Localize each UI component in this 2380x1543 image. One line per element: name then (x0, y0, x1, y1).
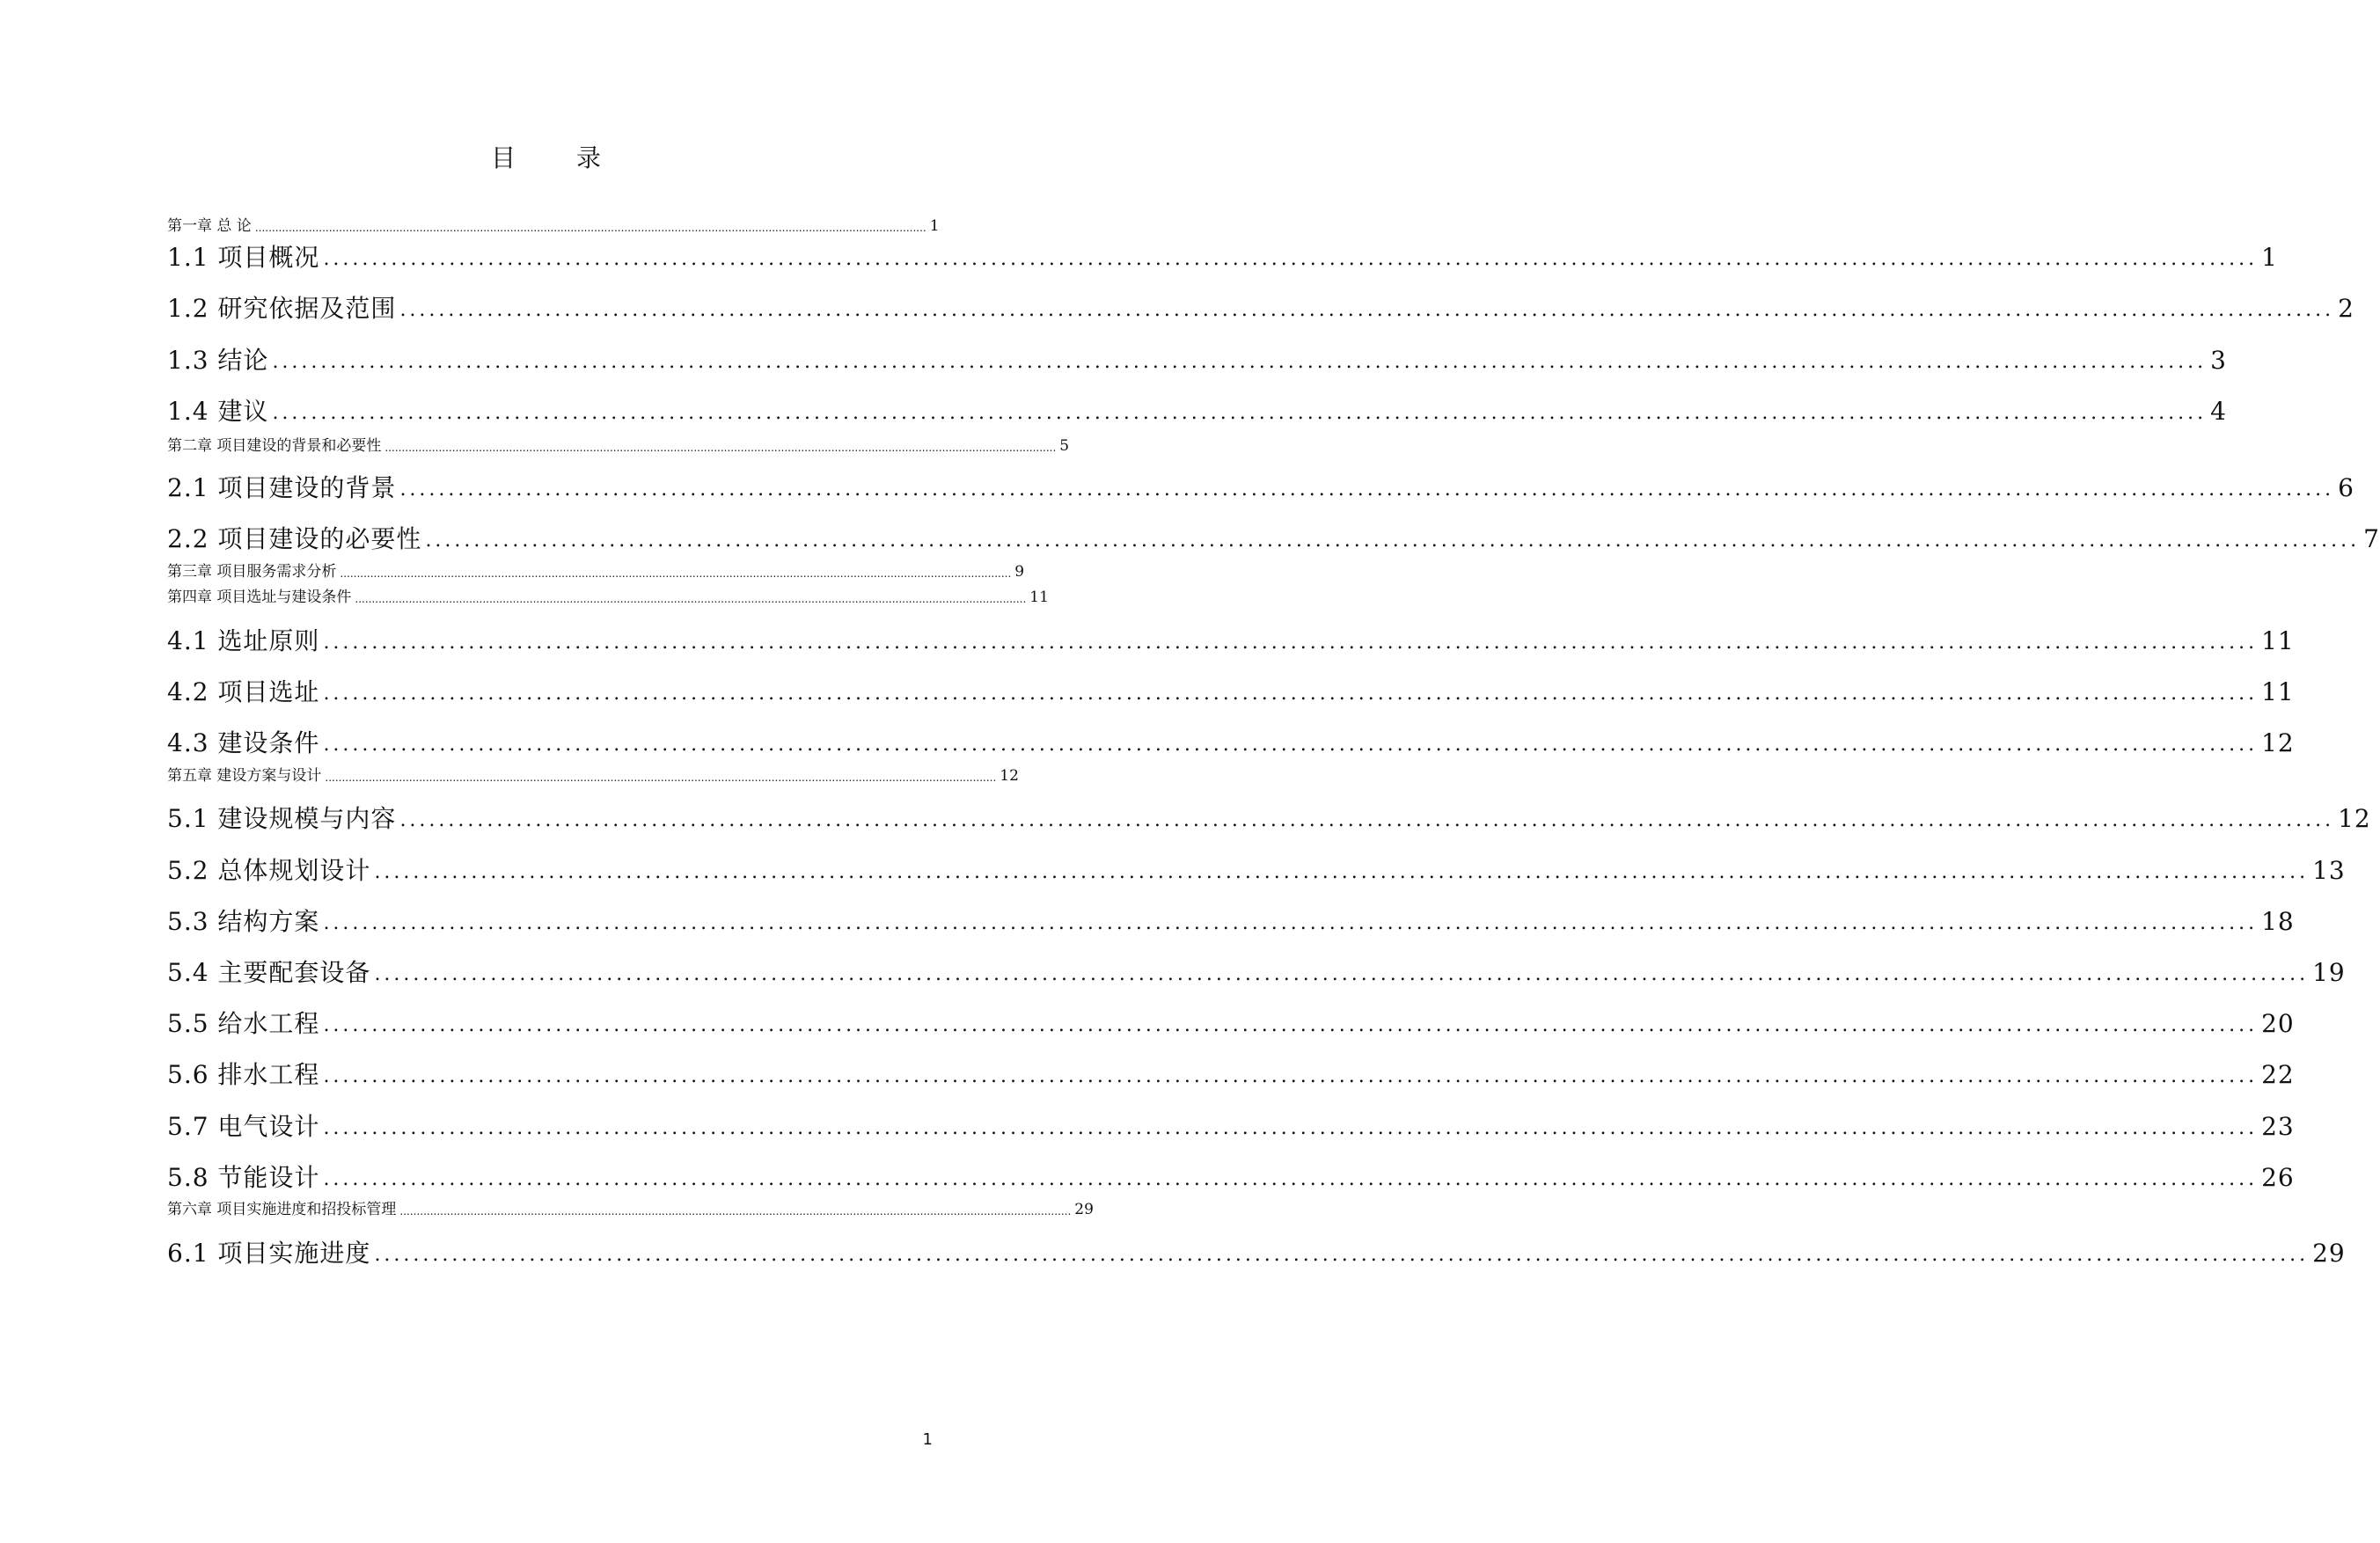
toc-entry-label: 5.6 排水工程 (167, 1060, 320, 1089)
toc-entry-label: 第五章 建设方案与设计 (167, 767, 322, 785)
toc-leader-dots: ........................................................................................................................................................................................................ (323, 1065, 2259, 1087)
toc-section-entry[interactable] (167, 1112, 2295, 1142)
toc-entry-label: 第一章 总 论 (167, 217, 252, 235)
toc-section-entry[interactable] (167, 1163, 2295, 1193)
toc-leader-dots: ........................................................................................................................................................................................................ (374, 1244, 2310, 1266)
toc-leader-dots: ........................................................................................................................................................................................................ (272, 402, 2208, 424)
toc-leader-dots: ........................................................................................................................................................................................................ (399, 479, 2335, 501)
toc-entry-label: 1.3 结论 (167, 346, 269, 375)
toc-entry-label: 5.4 主要配套设备 (167, 958, 371, 987)
toc-section-entry[interactable] (167, 243, 2278, 273)
toc-section-entry[interactable] (167, 473, 2354, 503)
toc-leader-dots: ........................................................................................................................................................................................................ (323, 248, 2259, 270)
toc-entry-page-number: 3 (2210, 346, 2227, 375)
toc-leader-dots: ........................................................................................................................................................................................................ (323, 632, 2259, 654)
toc-section-entry[interactable] (167, 728, 2295, 758)
toc-entry-label: 4.3 建设条件 (167, 728, 320, 757)
toc-leader-dots: ........................................................................................................................................................................................................ (323, 734, 2259, 756)
toc-entry-page-number: 9 (1014, 563, 1025, 581)
toc-entry-page-number: 12 (2338, 804, 2371, 833)
toc-leader-dots: ........................................................................................................................................................................................................ (399, 299, 2335, 321)
toc-section-entry[interactable] (167, 856, 2346, 886)
toc-chapter-entry[interactable] (167, 766, 1019, 786)
toc-entry-page-number: 18 (2261, 907, 2295, 936)
toc-entry-page-number: 13 (2312, 856, 2346, 885)
toc-chapter-entry[interactable] (167, 588, 1049, 607)
toc-entry-label: 5.8 节能设计 (167, 1163, 320, 1192)
toc-entry-page-number: 29 (1074, 1201, 1094, 1218)
toc-entry-label: 1.2 研究依据及范围 (167, 294, 397, 323)
toc-entry-label: 第六章 项目实施进度和招投标管理 (167, 1201, 397, 1218)
toc-leader-dots: ........................................................................................................................................................................................................ (374, 963, 2310, 985)
toc-entry-page-number: 2 (2338, 294, 2354, 323)
toc-leader-dots: ........................................................................................................................................................................................................ (325, 772, 997, 784)
toc-leader-dots: ........................................................................................................................................................................................................ (399, 1205, 1072, 1218)
toc-entry-page-number: 1 (2261, 243, 2278, 272)
toc-entry-page-number: 22 (2261, 1060, 2295, 1089)
toc-section-entry[interactable] (167, 1009, 2295, 1039)
toc-section-entry[interactable] (167, 1060, 2295, 1090)
toc-entry-label: 5.7 电气设计 (167, 1112, 320, 1141)
toc-entry-label: 第四章 项目选址与建设条件 (167, 589, 352, 606)
toc-entry-label: 第二章 项目建设的背景和必要性 (167, 437, 382, 455)
toc-entry-label: 4.1 选址原则 (167, 626, 320, 655)
toc-section-entry[interactable] (167, 677, 2295, 707)
toc-leader-dots: ........................................................................................................................................................................................................ (323, 1168, 2259, 1190)
toc-leader-dots: ........................................................................................................................................................................................................ (323, 1117, 2259, 1139)
toc-leader-dots: ........................................................................................................................................................................................................ (384, 442, 1057, 454)
toc-entry-label: 2.1 项目建设的背景 (167, 473, 397, 502)
toc-entry-page-number: 7 (2363, 524, 2380, 553)
toc-entry-page-number: 26 (2261, 1163, 2295, 1192)
toc-entry-page-number: 11 (2261, 626, 2295, 655)
toc-section-entry[interactable] (167, 294, 2354, 324)
toc-entry-label: 5.3 结构方案 (167, 907, 320, 936)
toc-entry-label: 5.1 建设规模与内容 (167, 804, 397, 833)
toc-entry-label: 5.5 给水工程 (167, 1009, 320, 1038)
toc-entry-label: 6.1 项目实施进度 (167, 1239, 371, 1268)
toc-entry-page-number: 5 (1059, 437, 1070, 455)
toc-entry-page-number: 1 (929, 217, 940, 235)
toc-entry-page-number: 29 (2312, 1239, 2346, 1268)
toc-leader-dots: ........................................................................................................................................................................................................ (374, 861, 2310, 883)
toc-chapter-entry[interactable] (167, 1200, 1094, 1219)
toc-entry-label: 4.2 项目选址 (167, 677, 320, 706)
toc-entry-page-number: 19 (2312, 958, 2346, 987)
toc-section-entry[interactable] (167, 346, 2227, 376)
toc-entry-page-number: 4 (2210, 397, 2227, 426)
toc-title: 目 录 (491, 143, 627, 172)
toc-entry-page-number: 12 (2261, 728, 2295, 757)
toc-leader-dots: ........................................................................................................................................................................................................ (323, 912, 2259, 934)
toc-section-entry[interactable] (167, 1239, 2346, 1269)
toc-section-entry[interactable] (167, 804, 2371, 834)
toc-chapter-entry[interactable] (167, 436, 1070, 456)
toc-leader-dots: ........................................................................................................................................................................................................ (323, 1014, 2259, 1036)
toc-entry-page-number: 11 (1029, 589, 1049, 606)
toc-entry-label: 1.1 项目概况 (167, 243, 320, 272)
toc-leader-dots: ........................................................................................................................................................................................................ (340, 567, 1012, 580)
toc-leader-dots: ........................................................................................................................................................................................................ (254, 222, 926, 234)
toc-entry-label: 5.2 总体规划设计 (167, 856, 371, 885)
toc-entry-page-number: 20 (2261, 1009, 2295, 1038)
toc-section-entry[interactable] (167, 524, 2380, 554)
toc-section-entry[interactable] (167, 397, 2227, 427)
toc-leader-dots: ........................................................................................................................................................................................................ (399, 809, 2335, 831)
toc-leader-dots: ........................................................................................................................................................................................................ (425, 530, 2361, 552)
toc-section-entry[interactable] (167, 958, 2346, 988)
toc-entry-label: 第三章 项目服务需求分析 (167, 563, 337, 581)
toc-leader-dots: ........................................................................................................................................................................................................ (272, 351, 2208, 373)
toc-chapter-entry[interactable] (167, 216, 940, 236)
toc-entry-label: 2.2 项目建设的必要性 (167, 524, 422, 553)
toc-entry-page-number: 23 (2261, 1112, 2295, 1141)
footer-page-number: 1 (922, 1430, 933, 1449)
toc-entry-page-number: 11 (2261, 677, 2295, 706)
toc-entry-page-number: 12 (1000, 767, 1019, 785)
toc-section-entry[interactable] (167, 907, 2295, 937)
toc-chapter-entry[interactable] (167, 562, 1025, 581)
toc-leader-dots: ........................................................................................................................................................................................................ (355, 593, 1027, 605)
toc-section-entry[interactable] (167, 626, 2295, 656)
toc-entry-page-number: 6 (2338, 473, 2354, 502)
toc-entry-label: 1.4 建议 (167, 397, 269, 426)
toc-leader-dots: ........................................................................................................................................................................................................ (323, 683, 2259, 705)
